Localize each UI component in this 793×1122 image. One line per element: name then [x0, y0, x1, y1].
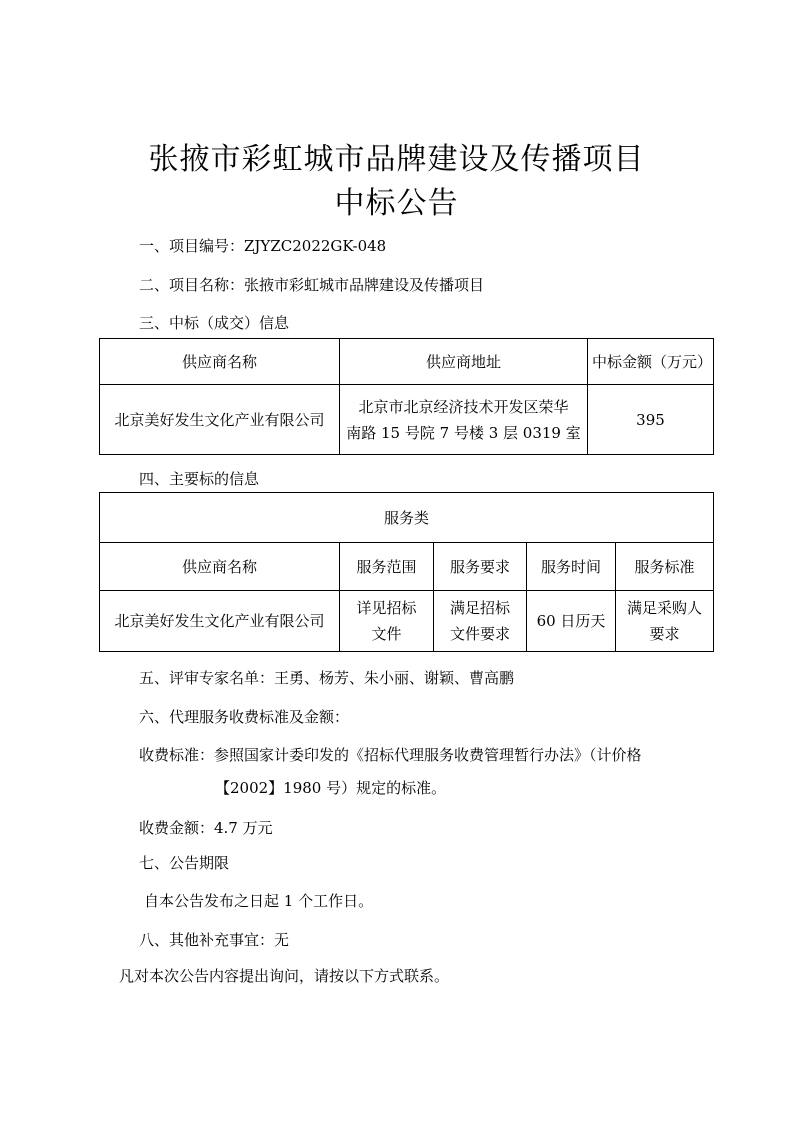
- announcement-period: 自本公告发布之日起 1 个工作日。: [144, 892, 374, 910]
- cell-supplier-name: 北京美好发生文化产业有限公司: [100, 591, 340, 652]
- header-service-scope: 服务范围: [340, 543, 434, 591]
- announcement-period-heading: 七、公告期限: [139, 854, 230, 872]
- contact-note: 凡对本次公告内容提出询问，请按以下方式联系。: [119, 967, 450, 985]
- header-supplier-name: 供应商名称: [100, 339, 340, 385]
- table-row: [100, 385, 714, 455]
- address-line: 南路 15 号院 7 号楼 3 层 0319 室: [346, 423, 581, 442]
- cell-supplier-address: [340, 385, 588, 455]
- header-supplier-address: 供应商地址: [340, 339, 588, 385]
- category-cell: 服务类: [100, 493, 714, 543]
- cell-line: 满足采购人: [627, 599, 703, 617]
- project-name: 二、项目名称：张掖市彩虹城市品牌建设及传播项目: [139, 276, 485, 294]
- page-title: 张掖市彩虹城市品牌建设及传播项目: [148, 142, 645, 177]
- cell-service-scope: [340, 591, 434, 652]
- other-matters: 八、其他补充事宜：无: [139, 931, 290, 949]
- header-supplier-name: 供应商名称: [100, 543, 340, 591]
- page-subtitle: 中标公告: [334, 186, 459, 221]
- address-line: 北京市北京经济技术开发区荣华: [358, 397, 569, 416]
- table-header-row: [100, 339, 714, 385]
- subject-info-heading: 四、主要标的信息: [139, 470, 260, 488]
- winner-info-heading: 三、中标（成交）信息: [139, 314, 290, 332]
- fee-standard: 收费标准：参照国家计委印发的《招标代理服务收费管理暂行办法》（计价格: [139, 746, 642, 764]
- cell-service-time: 60 日历天: [527, 591, 616, 652]
- cell-line: 文件要求: [449, 625, 510, 643]
- header-bid-amount: 中标金额（万元）: [588, 339, 714, 385]
- table-header-row: [100, 543, 714, 591]
- cell-bid-amount: 395: [588, 385, 714, 455]
- cell-service-requirement: [434, 591, 527, 652]
- cell-line: 要求: [649, 625, 680, 643]
- project-number: 一、项目编号：ZJYZC2022GK-048: [139, 237, 387, 255]
- cell-supplier-name: 北京美好发生文化产业有限公司: [100, 385, 340, 455]
- cell-line: 满足招标: [449, 599, 510, 617]
- cell-line: 文件: [371, 625, 402, 643]
- table-category-row: [100, 493, 714, 543]
- table-row: [100, 591, 714, 652]
- expert-list: 五、评审专家名单：王勇、杨芳、朱小丽、谢颖、曹高鹏: [139, 669, 515, 687]
- header-service-time: 服务时间: [527, 543, 616, 591]
- header-service-standard: 服务标准: [616, 543, 714, 591]
- header-service-requirement: 服务要求: [434, 543, 527, 591]
- agency-fee-heading: 六、代理服务收费标准及金额：: [139, 708, 350, 726]
- cell-line: 详见招标: [356, 599, 417, 617]
- winner-table: [99, 338, 714, 455]
- subject-table: [99, 492, 714, 652]
- cell-service-standard: [616, 591, 714, 652]
- fee-amount: 收费金额：4.7 万元: [139, 819, 273, 837]
- fee-standard-continued: 【2002】1980 号）规定的标准。: [215, 779, 447, 797]
